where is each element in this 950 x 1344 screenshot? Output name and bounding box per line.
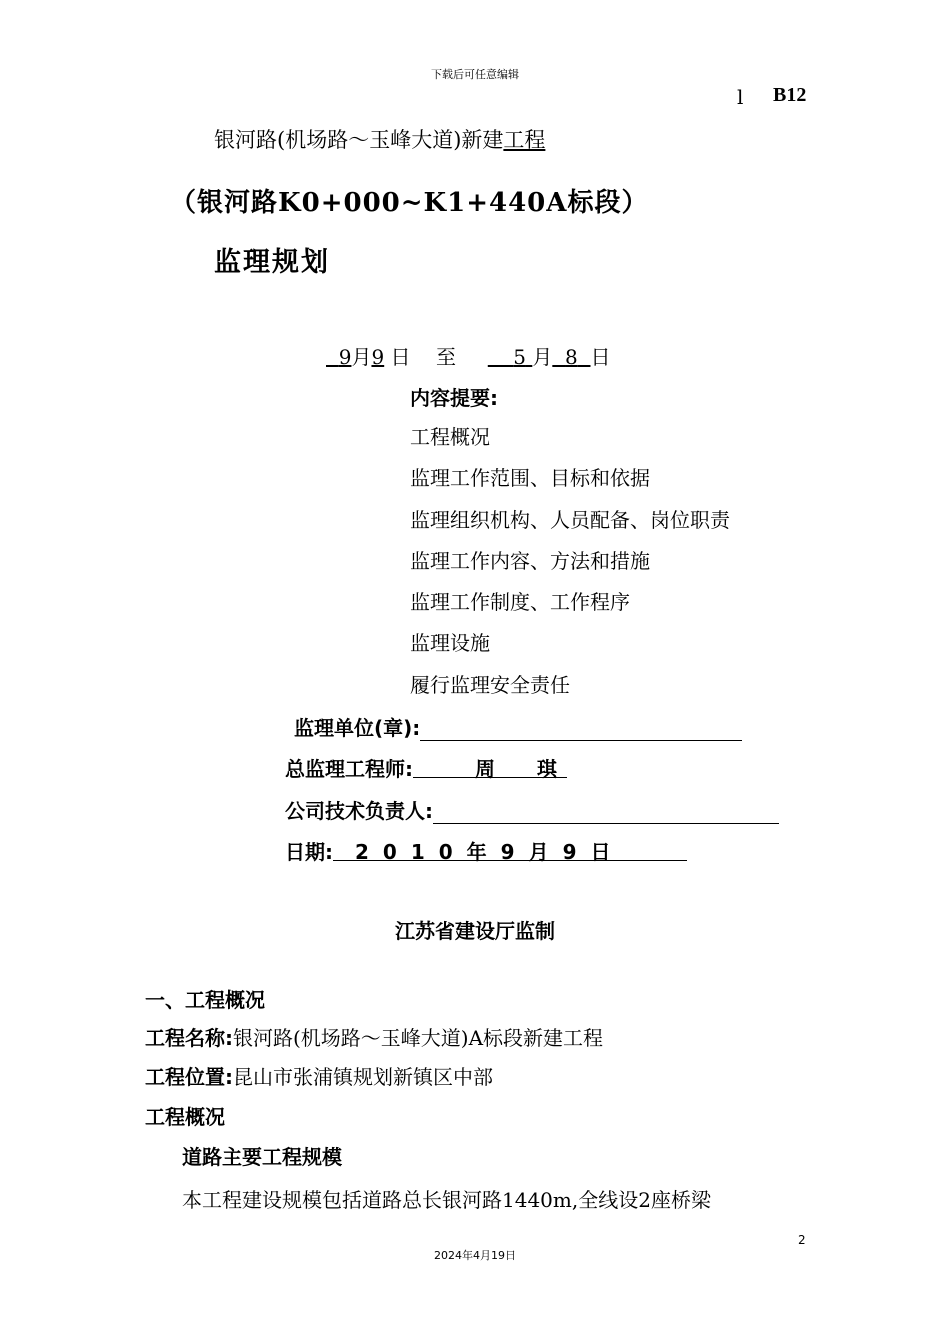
footer-date: 2024年4月19日 <box>434 1249 516 1262</box>
heading-project-overview: 一、工程概况 <box>145 988 265 1012</box>
project-name-label: 工程名称: <box>145 1026 233 1050</box>
issuer: 江苏省建设厅监制 <box>395 919 555 943</box>
tech-lead-row <box>285 795 779 824</box>
supervision-unit-blank <box>420 718 742 741</box>
chief-engineer-label: 总监理工程师: <box>285 757 413 781</box>
project-location-value: 昆山市张浦镇规划新镇区中部 <box>233 1065 493 1089</box>
document-title: 监理规划 <box>214 247 330 278</box>
page-number: 2 <box>798 1233 806 1247</box>
toc-heading: 内容提要: <box>410 386 498 410</box>
period-month-char: 月 <box>351 345 372 369</box>
toc-item: 监理设施 <box>410 631 490 656</box>
section-title: （银河路K0+000~K1+440A标段） <box>170 188 649 218</box>
period-day-char: 日 <box>390 345 411 369</box>
document-code: B12 <box>773 84 807 106</box>
date-label: 日期: <box>285 840 333 864</box>
project-location-row <box>145 1061 493 1090</box>
tech-lead-blank <box>433 801 779 824</box>
header-note: 下载后可任意编辑 <box>431 68 519 81</box>
project-title-main: 银河路(机场路～玉峰大道)新建 <box>214 128 504 152</box>
heading-overview: 工程概况 <box>145 1105 225 1129</box>
project-name-value: 银河路(机场路～玉峰大道)A标段新建工程 <box>233 1026 604 1050</box>
period-end-day: 8 <box>565 345 578 369</box>
heading-road-scale: 道路主要工程规模 <box>182 1145 342 1169</box>
code-marker: l <box>737 85 744 109</box>
project-name-row <box>145 1022 603 1051</box>
toc-list <box>410 423 730 712</box>
toc-item: 工程概况 <box>410 425 490 449</box>
period-month-char-2: 月 <box>532 345 553 369</box>
project-location-label: 工程位置: <box>145 1065 233 1089</box>
date-row <box>285 836 687 865</box>
period-end-month: 5 <box>513 345 526 369</box>
supervision-period <box>326 341 610 370</box>
period-day-char-2: 日 <box>590 345 611 369</box>
project-title-underlined: 工程 <box>503 128 546 152</box>
toc-item: 监理工作范围、目标和依据 <box>410 466 650 491</box>
toc-item: 监理组织机构、人员配备、岗位职责 <box>410 507 730 532</box>
period-start-month: 9 <box>338 345 352 369</box>
supervision-unit-label: 监理单位(章): <box>294 716 421 740</box>
paragraph-road-scale: 本工程建设规模包括道路总长银河路1440m,全线设2座桥梁 <box>182 1188 711 1212</box>
project-title <box>214 124 545 154</box>
period-start-day: 9 <box>371 345 385 369</box>
toc-item: 履行监理安全责任 <box>410 672 570 697</box>
toc-item: 监理工作内容、方法和措施 <box>410 548 650 573</box>
date-value: 2010年9月9日 <box>333 836 687 861</box>
toc-item: 监理工作制度、工作程序 <box>410 590 630 615</box>
period-separator: 至 <box>435 345 456 369</box>
chief-engineer-name: 周 琪 <box>413 753 567 778</box>
tech-lead-label: 公司技术负责人: <box>285 799 433 823</box>
supervision-unit-row <box>294 712 742 741</box>
chief-engineer-row <box>285 753 567 782</box>
